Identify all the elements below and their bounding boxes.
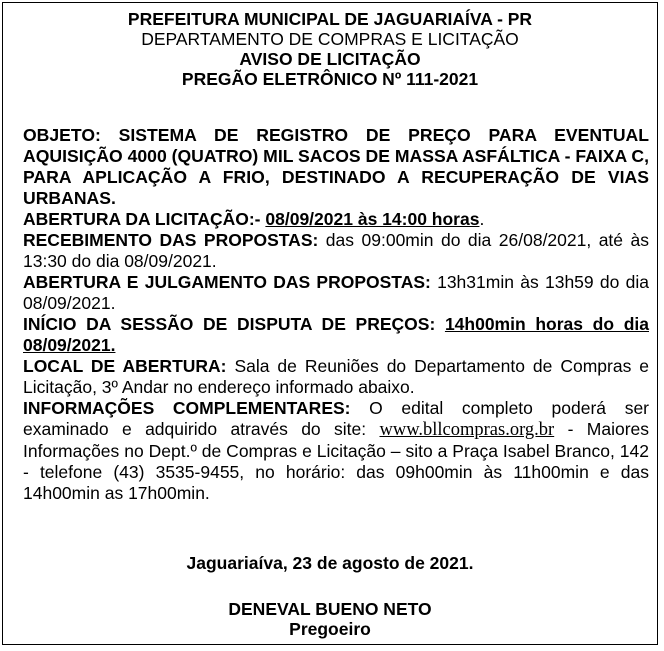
informacoes-paragraph: [23, 398, 649, 504]
informacoes-text-after: - Maiores Informações no Dept.º de Compras e Licitação – sito a Praça Isabel Branco, 142 - telefone (43) 3535-9455, no horário: das 09h00min às 11h00min e das 14h00min as 17h00min.: [23, 419, 650, 503]
notice-header: [3, 9, 657, 89]
local-value: Sala de Reuniões do Departamento de Compras e Licitação, 3º Andar no endereço informado abaixo.: [23, 356, 649, 397]
recebimento-paragraph: [23, 230, 649, 272]
local-paragraph: [23, 356, 649, 398]
inicio-value: 14h00min horas do dia 08/09/2021.: [23, 314, 649, 355]
inicio-label: INÍCIO DA SESSÃO DE DISPUTA DE PREÇOS:: [23, 314, 445, 334]
abertura-value: 08/09/2021 às 14:00 horas: [265, 209, 480, 229]
site-link[interactable]: www.bllcompras.org.br: [379, 420, 555, 440]
informacoes-label: INFORMAÇÕES COMPLEMENTARES:: [23, 398, 351, 418]
signature-role: Pregoeiro: [289, 619, 371, 639]
local-label: LOCAL DE ABERTURA:: [23, 356, 227, 376]
abertura-suffix: .: [479, 209, 485, 229]
signature-block: [3, 599, 657, 639]
julgamento-value: 13h31min às 13h59 do dia 08/09/2021.: [23, 272, 649, 313]
julgamento-paragraph: [23, 272, 649, 314]
header-municipality: PREFEITURA MUNICIPAL DE JAGUARIAÍVA - PR: [127, 9, 533, 29]
recebimento-value: das 09:00min do dia 26/08/2021, até às 13:30 do dia 08/09/2021.: [23, 230, 649, 271]
julgamento-label: ABERTURA E JULGAMENTO DAS PROPOSTAS:: [23, 272, 431, 292]
abertura-label: ABERTURA DA LICITAÇÃO:-: [23, 209, 266, 229]
signature-name: DENEVAL BUENO NETO: [228, 599, 432, 619]
header-pregao-number: PREGÃO ELETRÔNICO Nº 111-2021: [181, 69, 479, 89]
date-line: Jaguariaíva, 23 de agosto de 2021.: [186, 553, 474, 573]
notice-body: [23, 125, 649, 504]
recebimento-label: RECEBIMENTO DAS PROPOSTAS:: [23, 230, 319, 250]
informacoes-text-before: O edital completo poderá ser examinado e adquirido através do site:: [23, 398, 650, 439]
licitacao-notice: [2, 2, 658, 645]
header-department: DEPARTAMENTO DE COMPRAS E LICITAÇÃO: [141, 29, 519, 49]
header-notice-title: AVISO DE LICITAÇÃO: [239, 49, 421, 69]
abertura-paragraph: [23, 209, 649, 230]
inicio-paragraph: [23, 314, 649, 356]
objeto-paragraph: OBJETO: SISTEMA DE REGISTRO DE PREÇO PARA EVENTUAL AQUISIÇÃO 4000 (QUATRO) MIL SACOS DE MASSA ASFÁLTICA - FAIXA C, PARA APLICAÇÃO A FRIO, DESTINADO A RECUPERAÇÃO DE VIAS URBANAS.: [23, 125, 649, 208]
